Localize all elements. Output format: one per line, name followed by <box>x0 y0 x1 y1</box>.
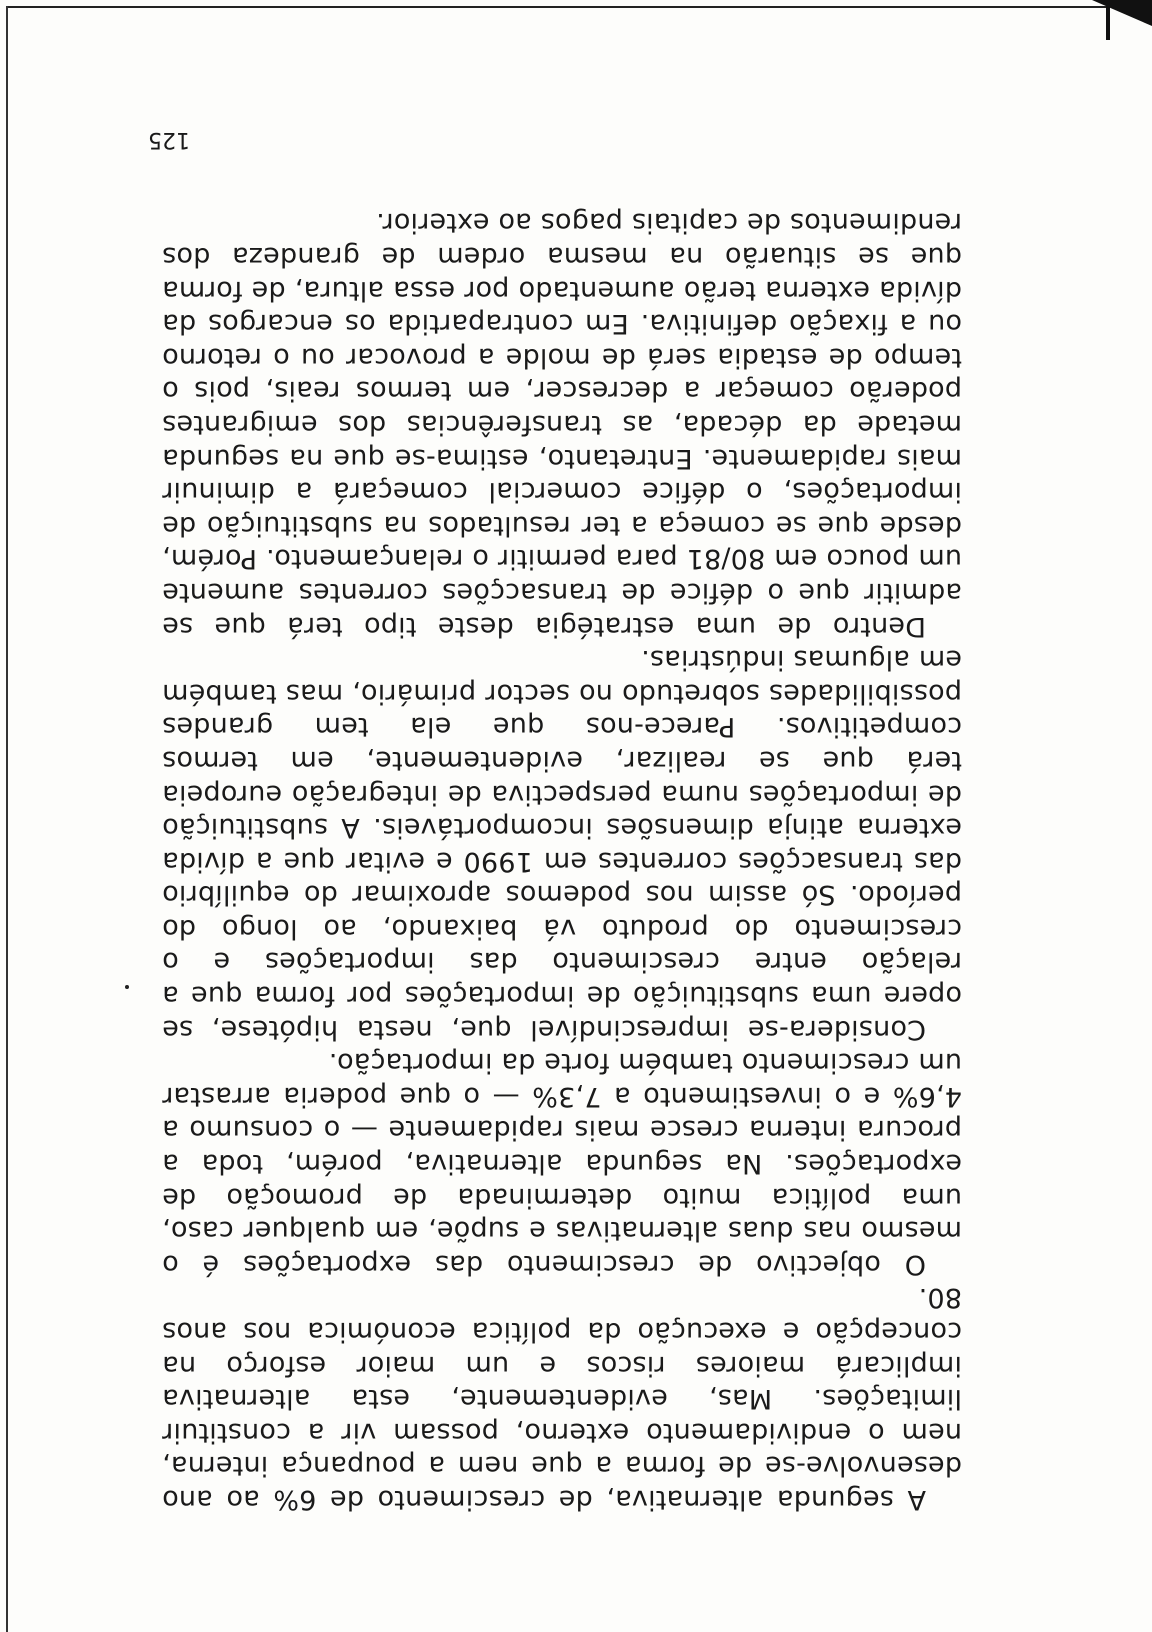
paragraph-2: O objectivo de crescimento das exportações é o mesmo nas duas alternativas e supõe, em qualquer caso, uma política muito determinada de promoção de exportações. Na segunda alternativa, porém, toda a procura interna cresce mais rapidamente — o consumo a 4,6% e o investimento a 7,3% — o que poderia arrastar um crescimento também forte da importação. <box>162 1047 962 1280</box>
body-text <box>162 206 962 1516</box>
page-number: 125 <box>148 127 190 152</box>
paragraph-4: Dentro de uma estratégia deste tipo terá que se admitir que o défice de transacções correntes aumente um pouco em 80/81 para permitir o relançamento. Porém, desde que se começa a ter resultados na substituição de importações, o défice comercial começará a diminuir mais rapidamente. Entretanto, estima-se que na segunda metade da década, as transferências dos emigrantes poderão começar a decrescer, em termos reais, pois o tempo de estadia será de molde a provocar ou o retorno ou a fixação definitiva. Em contrapartida os encargos da dívida externa terão aumentado por essa altura, de forma que se situarão na mesma ordem de grandeza dos rendimentos de capitais pagos ao exterior. <box>162 207 962 642</box>
paragraph-1: A segunda alternativa, de crescimento de 6% ao ano desenvolve-se de forma a que nem a poupança interna, nem o endividamento externo, possam vir a constituir limitações. Mas, evidentemente, esta alternativa implicará maiores riscos e um maior esforço na concepção e execução da política económica nos anos 80. <box>162 1282 962 1515</box>
paragraph-3: Considera-se imprescindível que, nesta hipótese, se opere uma substituição de importações por forma que a relação entre crescimento das importações e o crescimento do produto vá baixando, ao longo do período. Só assim nos podemos aproximar do equilíbrio das transacções correntes em 1990 e evitar que a dívida externa atinja dimensões incomportáveis. A substituição de importações numa perspectiva de integração europeia terá que se realizar, evidentemente, em termos competitivos. Parece-nos que ela tem grandes possibilidades sobretudo no sector primário, mas também em algumas indústrias. <box>162 644 962 1045</box>
